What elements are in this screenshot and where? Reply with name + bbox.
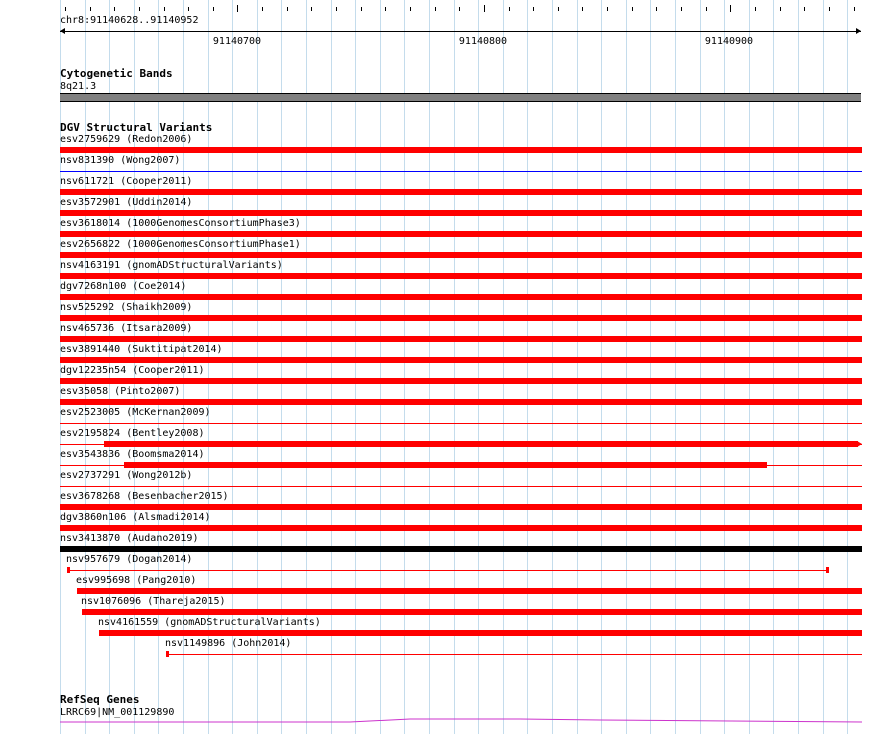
- dgv-feature-label[interactable]: nsv957679 (Dogan2014): [66, 554, 193, 565]
- ruler-tick: [582, 7, 583, 11]
- grid-line: [331, 0, 332, 734]
- dgv-feature-bar[interactable]: [60, 273, 862, 279]
- ruler-left-arrow-icon: [60, 28, 65, 34]
- ruler-tick: [65, 7, 66, 11]
- grid-line: [404, 0, 405, 734]
- ruler-tick: [336, 7, 337, 11]
- ruler-tick: [410, 7, 411, 11]
- grid-line: [503, 0, 504, 734]
- dgv-feature-label[interactable]: esv995698 (Pang2010): [76, 575, 197, 586]
- ruler-tick: [632, 7, 633, 11]
- ruler-tick: [237, 5, 238, 12]
- track-title-dgv: DGV Structural Variants: [60, 121, 213, 134]
- dgv-feature-label[interactable]: nsv465736 (Itsara2009): [60, 323, 193, 334]
- dgv-feature-label[interactable]: nsv1076096 (Thareja2015): [81, 596, 226, 607]
- dgv-feature-label[interactable]: esv2737291 (Wong2012b): [60, 470, 193, 481]
- grid-line: [454, 0, 455, 734]
- dgv-feature-bar[interactable]: [60, 504, 862, 510]
- dgv-feature-bar[interactable]: [60, 336, 862, 342]
- dgv-feature-label[interactable]: esv3543836 (Boomsma2014): [60, 449, 205, 460]
- dgv-feature-bar[interactable]: [82, 609, 862, 615]
- dgv-feature-label[interactable]: esv3572901 (Uddin2014): [60, 197, 193, 208]
- dgv-feature-label[interactable]: esv3618014 (1000GenomesConsortiumPhase3): [60, 218, 301, 229]
- cytoband-label: 8q21.3: [60, 81, 97, 92]
- dgv-feature-line[interactable]: [166, 654, 862, 655]
- grid-line: [773, 0, 774, 734]
- refseq-intron-line: [60, 719, 862, 722]
- ruler-tick: [114, 7, 115, 11]
- refseq-gene-label[interactable]: LRRC69|NM_001129890: [60, 707, 175, 718]
- dgv-feature-bar[interactable]: [60, 399, 862, 405]
- dgv-feature-label[interactable]: nsv1149896 (John2014): [165, 638, 292, 649]
- grid-line: [626, 0, 627, 734]
- grid-line: [798, 0, 799, 734]
- grid-line: [650, 0, 651, 734]
- ruler-tick: [459, 7, 460, 11]
- dgv-feature-bar[interactable]: [124, 462, 767, 468]
- dgv-feature-label[interactable]: esv2523005 (McKernan2009): [60, 407, 211, 418]
- ruler-tick: [164, 7, 165, 11]
- dgv-feature-label[interactable]: nsv831390 (Wong2007): [60, 155, 181, 166]
- dgv-feature-label[interactable]: dgv7268n100 (Coe2014): [60, 281, 187, 292]
- ruler-axis[interactable]: [60, 31, 861, 32]
- dgv-feature-bar[interactable]: [60, 252, 862, 258]
- dgv-feature-label[interactable]: esv35058 (Pinto2007): [60, 386, 181, 397]
- dgv-feature-label[interactable]: nsv4161559 (gnomADStructuralVariants): [98, 617, 321, 628]
- dgv-feature-bar[interactable]: [67, 567, 70, 573]
- grid-line: [700, 0, 701, 734]
- dgv-feature-line[interactable]: [60, 171, 862, 172]
- grid-line: [552, 0, 553, 734]
- ruler-tick: [287, 7, 288, 11]
- dgv-feature-bar[interactable]: [77, 588, 862, 594]
- dgv-feature-bar[interactable]: [99, 630, 862, 636]
- dgv-feature-line[interactable]: [60, 423, 862, 424]
- dgv-feature-bar[interactable]: [166, 651, 169, 657]
- cytoband-bar[interactable]: [60, 93, 861, 102]
- grid-line: [724, 0, 725, 734]
- ruler-tick: [656, 7, 657, 11]
- grid-line: [601, 0, 602, 734]
- grid-line: [749, 0, 750, 734]
- ruler-tick: [139, 7, 140, 11]
- grid-line: [527, 0, 528, 734]
- ruler-position: chr8:91140628..91140952: [60, 15, 199, 26]
- ruler-tick: [361, 7, 362, 11]
- ruler-tick-label: 91140800: [458, 36, 508, 47]
- dgv-feature-label[interactable]: esv3678268 (Besenbacher2015): [60, 491, 229, 502]
- ruler-tick: [213, 7, 214, 11]
- ruler-tick: [854, 7, 855, 11]
- dgv-feature-bar[interactable]: [60, 546, 862, 552]
- dgv-feature-label[interactable]: esv2195824 (Bentley2008): [60, 428, 205, 439]
- grid-line: [380, 0, 381, 734]
- dgv-feature-arrow-icon: [857, 441, 862, 447]
- dgv-feature-bar[interactable]: [60, 231, 862, 237]
- dgv-feature-label[interactable]: nsv3413870 (Audano2019): [60, 533, 199, 544]
- refseq-gene-glyph[interactable]: [60, 714, 862, 726]
- dgv-feature-line[interactable]: [60, 486, 862, 487]
- grid-line: [429, 0, 430, 734]
- grid-line: [823, 0, 824, 734]
- ruler-tick: [509, 7, 510, 11]
- dgv-feature-bar[interactable]: [60, 378, 862, 384]
- dgv-feature-label[interactable]: nsv4163191 (gnomADStructuralVariants): [60, 260, 283, 271]
- grid-line: [675, 0, 676, 734]
- track-title-cytoband: Cytogenetic Bands: [60, 67, 173, 80]
- ruler-tick-label: 91140900: [704, 36, 754, 47]
- grid-line: [355, 0, 356, 734]
- track-title-refseq: RefSeq Genes: [60, 693, 140, 706]
- ruler-tick: [435, 7, 436, 11]
- dgv-feature-bar[interactable]: [60, 525, 862, 531]
- dgv-feature-bar[interactable]: [826, 567, 829, 573]
- ruler-tick: [804, 7, 805, 11]
- dgv-feature-bar[interactable]: [60, 357, 862, 363]
- dgv-feature-bar[interactable]: [104, 441, 858, 447]
- dgv-feature-label[interactable]: esv2759629 (Redon2006): [60, 134, 193, 145]
- ruler-tick: [607, 7, 608, 11]
- grid-line: [847, 0, 848, 734]
- ruler-tick: [533, 7, 534, 11]
- dgv-feature-label[interactable]: dgv3860n106 (Alsmadi2014): [60, 512, 211, 523]
- dgv-feature-bar[interactable]: [60, 210, 862, 216]
- ruler-tick: [706, 7, 707, 11]
- dgv-feature-label[interactable]: nsv525292 (Shaikh2009): [60, 302, 193, 313]
- ruler-tick: [755, 7, 756, 11]
- ruler-tick: [90, 7, 91, 11]
- ruler-tick: [262, 7, 263, 11]
- ruler-tick: [730, 5, 731, 12]
- dgv-feature-bar[interactable]: [60, 189, 862, 195]
- dgv-feature-bar[interactable]: [60, 294, 862, 300]
- ruler-tick: [385, 7, 386, 11]
- ruler-tick: [311, 7, 312, 11]
- ruler-tick: [484, 5, 485, 12]
- ruler-tick-label: 91140700: [212, 36, 262, 47]
- dgv-feature-bar[interactable]: [60, 147, 862, 153]
- grid-line: [478, 0, 479, 734]
- dgv-feature-label[interactable]: esv3891440 (Suktitipat2014): [60, 344, 223, 355]
- dgv-feature-label[interactable]: esv2656822 (1000GenomesConsortiumPhase1): [60, 239, 301, 250]
- dgv-feature-label[interactable]: nsv611721 (Cooper2011): [60, 176, 193, 187]
- ruler-tick: [188, 7, 189, 11]
- ruler-right-arrow-icon: [856, 28, 861, 34]
- ruler-tick: [829, 7, 830, 11]
- dgv-feature-label[interactable]: dgv12235n54 (Cooper2011): [60, 365, 205, 376]
- ruler-tick: [558, 7, 559, 11]
- ruler-tick: [681, 7, 682, 11]
- dgv-feature-line[interactable]: [67, 570, 829, 571]
- grid-line: [577, 0, 578, 734]
- ruler-tick: [780, 7, 781, 11]
- dgv-feature-bar[interactable]: [60, 315, 862, 321]
